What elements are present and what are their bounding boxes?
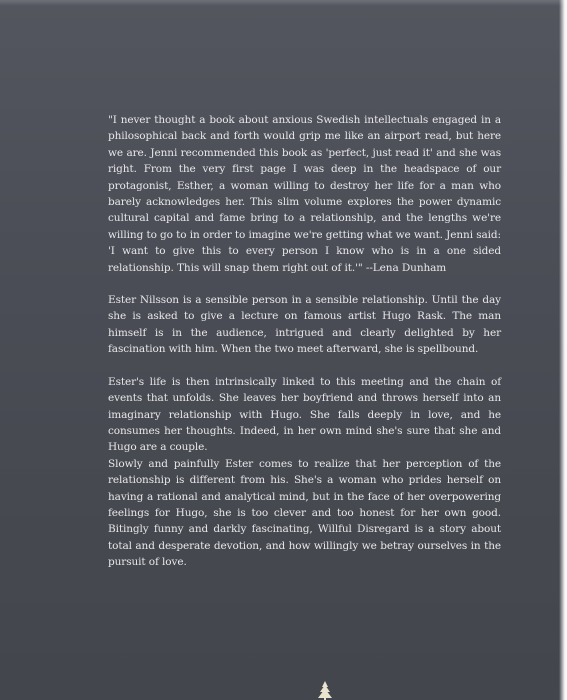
blurb-text-block bbox=[108, 112, 501, 571]
paragraph-spacer bbox=[108, 358, 501, 374]
tree-icon-graphic bbox=[314, 680, 336, 700]
endorsement-quote: "I never thought a book about anxious Swedish intellectuals engaged in a philosophical back and forth would grip me like an airport read, but here we are. Jenni recommended this book as 'perfect, just read it' and she was right. From the very first page I was deep in the headspace of our protagonist, Esther, a woman willing to destroy her life for a man who barely acknowledges her. This slim volume explores the power dynamic cultural capital and fame bring to a relationship, and the lengths we're willing to go to in order to imagine we're getting what we want. Jenni said: 'I want to give this to every person I know who is in a one sided relationship. This will snap them right out of it.'" --Lena Dunham bbox=[108, 114, 501, 274]
paragraph-spacer bbox=[108, 276, 501, 292]
cover-right-edge bbox=[559, 0, 567, 700]
synopsis-paragraph-1: Ester Nilsson is a sensible person in a sensible relationship. Until the day she is asked to give a lecture on famous artist Hugo Rask. The man himself is in the audience, intrigued and clearly delighted by her fascination with him. When the two meet afterward, she is spellbound. bbox=[108, 294, 501, 356]
tree-icon bbox=[312, 680, 338, 700]
synopsis-paragraph-3: Slowly and painfully Ester comes to realize that her perception of the relationship is different from his. She's a woman who prides herself on having a rational and analytical mind, but in the face of her overpowering feelings for Hugo, she is too clever and too honest for her own good. Bitingly funny and darkly fascinating, Willful Disregard is a story about total and desperate devotion, and how willingly we betray ourselves in the pursuit of love. bbox=[108, 457, 501, 569]
cover-top-edge bbox=[0, 0, 567, 6]
synopsis-paragraph-2: Ester's life is then intrinsically linked to this meeting and the chain of events that unfolds. She leaves her boyfriend and throws herself into an imaginary relationship with Hugo. She falls deeply in love, and he consumes her thoughts. Indeed, in her own mind she's sure that she and Hugo are a couple. bbox=[108, 375, 501, 454]
